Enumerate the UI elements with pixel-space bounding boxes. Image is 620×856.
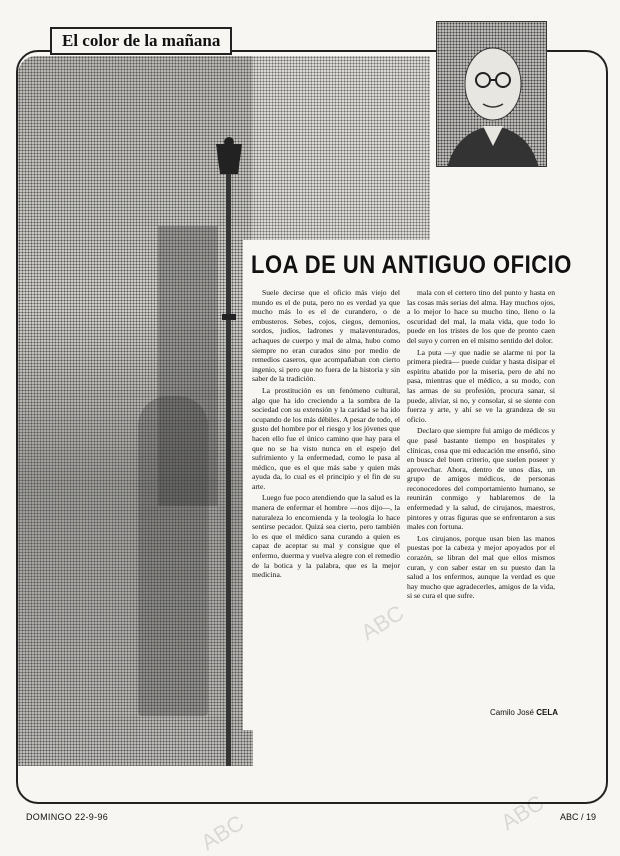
paragraph: Declaro que siempre fui amigo de médicos y que pasé bastante tiempo en hospitales y clínicas, cosa que mi educación me enseñó, sino en busca del buen criterio, que suelen poseer y aprovechar. Ahora, dentro de unos días, un grupo de amigos médicos, de personas reconocedores del comportamiento humano, se reunirán conmigo y hablaremos de la enfermedad y la salud, de cirujanos, maestros, pintores y otras figuras que se enfrentaron a sus males con fortuna. xyxy=(407,426,555,532)
watermark: ABC xyxy=(356,599,409,646)
photo-upper-area xyxy=(253,56,430,242)
author-last-name: CELA xyxy=(536,708,558,717)
section-label: El color de la mañana xyxy=(50,27,232,55)
paragraph: Suele decirse que el oficio más viejo del mundo es el de puta, pero no es verdad ya que mucho más lo es el de curandero, o de embusteros. Sebes, cojos, ciegos, demonios, sordos, judíos, ladrones y malaventurados, achaques de cuerpo y mal de alma, hubo como siempre no eran curados sino por medio de remedios caseros, que acompañaban con cierto ingenio, si pero que no fuera de la historia y sin saber de la tradición. xyxy=(252,288,400,384)
footer-date: DOMINGO 22-9-96 xyxy=(26,812,109,822)
portrait-face-icon xyxy=(437,22,547,167)
article-column-left xyxy=(252,288,400,718)
watermark: ABC xyxy=(496,789,549,836)
paragraph: La prostitución es un fenómeno cultural, algo que ha ido creciendo a la sombra de la sociedad con su extensión y la caridad se ha ido ocupando de los más débiles. A pesar de todo, el gusto del hombre por el riesgo y los jóvenes que hacen ello fue el único camino que hay para el que no se ha visto nunca en el espejo del sufrimiento y la enfermedad, como le pasa al médico, que es el que más sabe y quien más ayuda da, lo cual es el principio y el fin de su arte. xyxy=(252,385,400,491)
watermark: ABC xyxy=(196,809,249,856)
article-headline: LOA DE UN ANTIGUO OFICIO xyxy=(251,250,572,279)
woman-figure xyxy=(138,396,208,716)
paragraph: Luego fue poco atendiendo que la salud es la manera de enfermar el hombre —nos dijo—, la naturaleza lo encomienda y la teología lo hace sentirse pecador. Quizá sea cierto, pero también lo es que el médico sana curando a quien es capaz de aceptar su mal y consigue que el enfermo, duerma y vuelva alegre con el remedio de la botica y la palabra, que es la mejor medicina. xyxy=(252,493,400,580)
author-first-name: Camilo José xyxy=(489,708,534,717)
paragraph: mala con el certero tino del punto y hasta en las cosas más serias del alma. Hay muchos ojos, a lo mejor lo hace su mucho tino, lleno o la oscuridad del mal, la mala vida, que todo lo puede en los tristes de los que de pronto caen del suyo y corren en el mismo sentido del dolor. xyxy=(407,288,555,345)
paragraph: La puta —y que nadie se alarme ni por la primera piedra— puede cuidar y hasta disipar el espíritu abatido por la miseria, pero de ahí no pasa, mientras que el médico, a su modo, con las armas de su profesión, procura sanar, si puede, aliviar, si no, y consolar, si se siente con fuerza y arte, y ahí se ve la grandeza de su oficio. xyxy=(407,347,555,424)
author-portrait xyxy=(436,21,547,167)
street-photo xyxy=(18,56,253,766)
paragraph: Los cirujanos, porque usan bien las manos puestas por la cabeza y mejor apoyados por el corazón, se libran del mal que ellos mismos curan, y con saber estar en su puesto dan la salud a los enfermos, aunque la verdad es que hay mucho que agradecerles, amigos de la vida, si se cura el que sufre. xyxy=(407,533,555,601)
author-signature xyxy=(468,708,558,717)
footer-page: ABC / 19 xyxy=(560,812,597,822)
article-column-right xyxy=(407,288,555,718)
